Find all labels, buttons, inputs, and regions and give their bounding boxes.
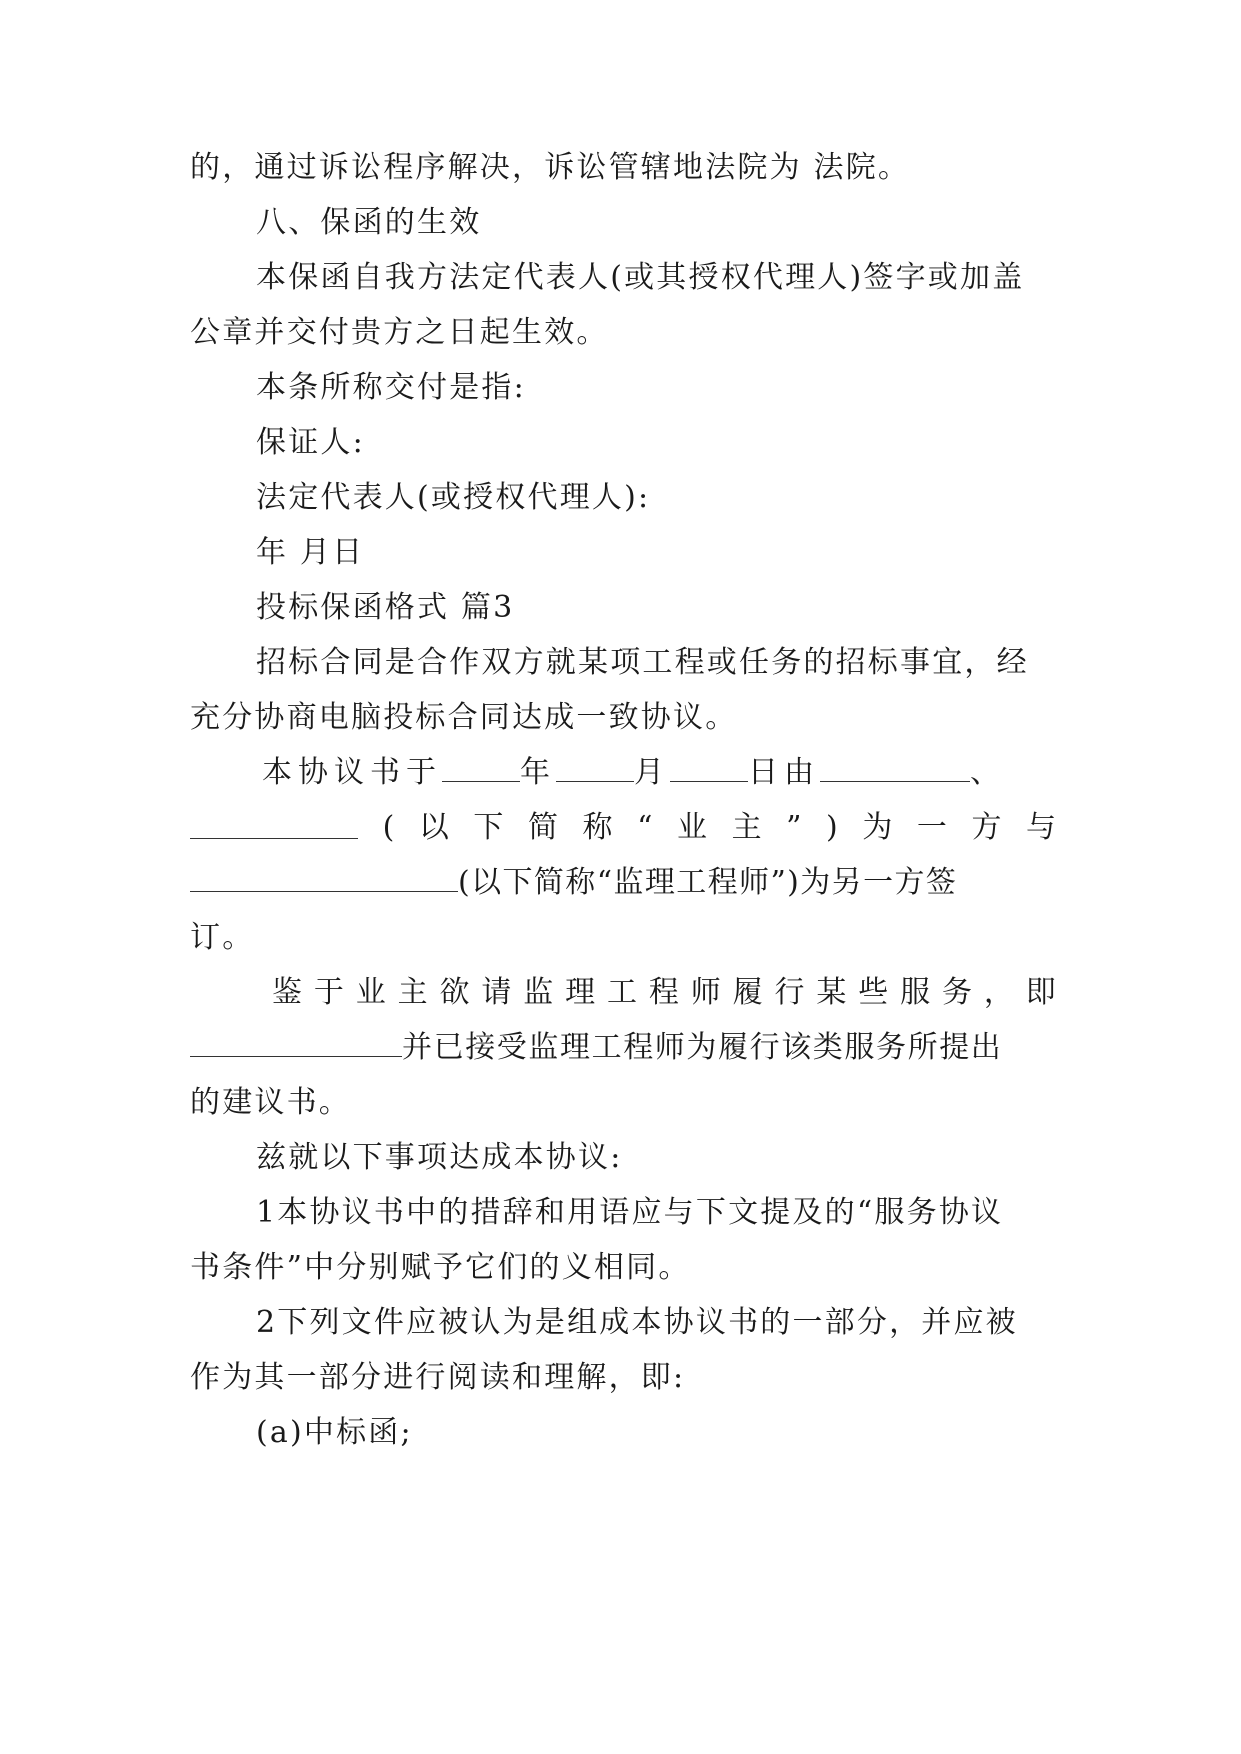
char: 些 [858,975,889,1010]
char: 履 [732,975,763,1010]
char: 师 [690,975,721,1010]
whereas-line [272,973,1056,1013]
char: 欲 [439,975,470,1010]
char: 理 [565,975,596,1010]
text-fragment: 并已接受监理工程师为履行该类服务所提出 [402,1030,1003,1065]
char: 下 [473,810,504,845]
char: 工 [607,975,637,1010]
char: 服 [900,975,931,1010]
blank-line [820,753,970,782]
char: 主 [731,810,762,845]
text-fragment: 年 [520,755,556,790]
section-heading: 投标保函格式 篇3 [256,590,515,625]
blank-line [190,808,358,839]
text-fragment: 月 [634,755,670,790]
char: 为 [862,810,893,845]
text-line: 兹就以下事项达成本协议: [256,1140,623,1175]
text-fragment: 日由 [748,755,820,790]
date-label: 年 月日 [256,535,365,570]
list-item: (a)中标函; [256,1415,413,1450]
clause-1: 1本协议书中的措辞和用语应与下文提及的“服务协议 [256,1195,1004,1230]
char: 务 [942,975,972,1010]
char: 主 [397,975,428,1010]
text-line: 本保函自我方法定代表人(或其授权代理人)签字或加盖 [256,260,1025,295]
char: “ [637,810,653,845]
blank-line [442,753,520,782]
text-line: 的，通过诉讼程序解决，诉讼管辖地法院为 法院。 [190,150,911,185]
char: ， [983,975,1014,1010]
legal-representative-label: 法定代表人(或授权代理人): [256,480,651,515]
text-line: 本条所称交付是指: [256,370,526,405]
text-fragment: 本协议书于 [262,755,442,790]
char: 监 [523,975,554,1010]
text-line: 作为其一部分进行阅读和理解，即: [190,1360,686,1395]
char: 以 [418,810,449,845]
char: ( [382,810,395,845]
char: 鉴 [272,975,302,1010]
text-line: 充分协商电脑投标合同达成一致协议。 [190,700,738,735]
section-heading: 八、保函的生效 [256,205,482,240]
char: 于 [313,975,344,1010]
char: 业 [355,975,386,1010]
char: ) [826,810,838,845]
blank-line [190,863,458,892]
char: 一 [916,810,947,845]
owner-line [190,808,1056,848]
char: 与 [1026,810,1056,845]
blank-line [670,753,748,782]
char: 简 [527,810,558,845]
engineer-line [190,863,1056,903]
char: 程 [648,975,679,1010]
text-line: 招标合同是合作双方就某项工程或任务的招标事宜，经 [256,645,1029,680]
char: ” [786,810,802,845]
char: 请 [481,975,512,1010]
text-line [190,1028,1056,1068]
text-line: 书条件”中分别赋予它们的义相同。 [190,1250,691,1285]
char: 即 [1025,975,1056,1010]
clause-2: 2下列文件应被认为是组成本协议书的一部分，并应被 [256,1305,1018,1340]
char: 行 [774,975,805,1010]
text-line: 公章并交付贵方之日起生效。 [190,315,609,350]
text-fragment: 、 [970,755,1006,790]
guarantor-label: 保证人: [256,425,365,460]
char: 某 [816,975,847,1010]
text-line: 的建议书。 [190,1085,351,1120]
char: 方 [971,810,1002,845]
blank-line [190,1028,402,1057]
agreement-date-line [262,753,1056,793]
char: 称 [582,810,613,845]
char: 业 [677,810,707,845]
text-line: 订。 [190,920,255,955]
text-fragment: (以下简称“监理工程师”)为另一方签 [458,865,958,900]
blank-line [556,753,634,782]
